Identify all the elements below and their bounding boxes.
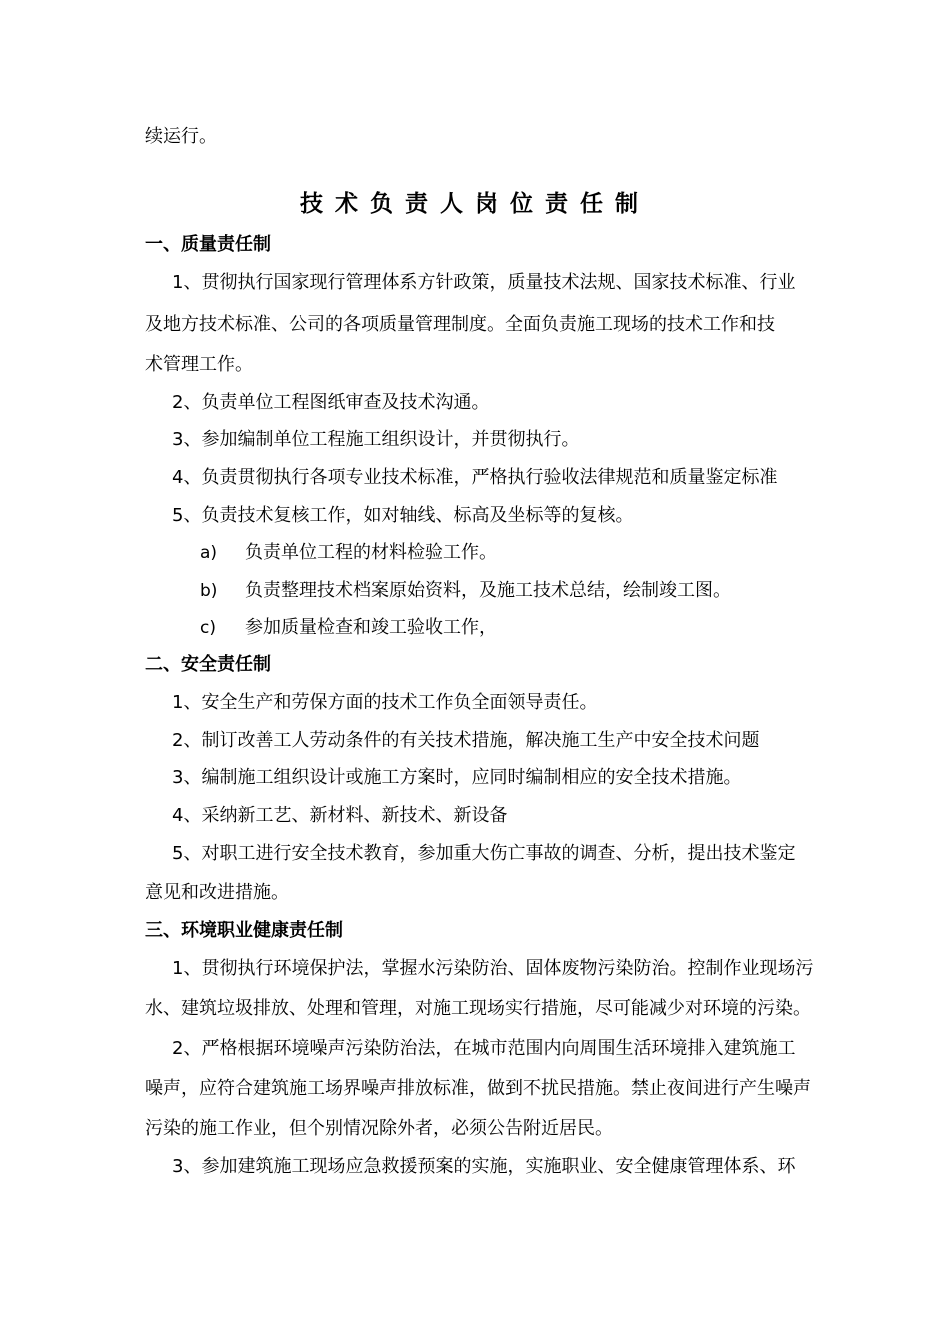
paragraph-line: 5、对职工进行安全技术教育，参加重大伤亡事故的调查、分析，提出技术鉴定 [172, 843, 796, 864]
document-title: 技术负责人岗位责任制 [300, 191, 650, 217]
sub-item-text: 参加质量检查和竣工验收工作， [245, 617, 497, 638]
list-item: 5、负责技术复核工作，如对轴线、标高及坐标等的复核。 [172, 505, 634, 526]
paragraph-line: 意见和改进措施。 [145, 882, 289, 903]
section-heading-quality: 一、质量责任制 [145, 234, 271, 255]
list-item: 1、安全生产和劳保方面的技术工作负全面领导责任。 [172, 692, 598, 713]
paragraph-line: 噪声，应符合建筑施工场界噪声排放标准，做到不扰民措施。禁止夜间进行产生噪声 [145, 1078, 811, 1099]
paragraph-line: 1、贯彻执行国家现行管理体系方针政策，质量技术法规、国家技术标准、行业 [172, 272, 796, 293]
list-item: 4、负责贯彻执行各项专业技术标准，严格执行验收法律规范和质量鉴定标准 [172, 467, 778, 488]
paragraph-line: 1、贯彻执行环境保护法，掌握水污染防治、固体废物污染防治。控制作业现场污 [172, 958, 814, 979]
sub-item-text: 负责单位工程的材料检验工作。 [245, 542, 497, 563]
sub-item-text: 负责整理技术档案原始资料，及施工技术总结，绘制竣工图。 [245, 580, 731, 601]
list-item: 3、参加编制单位工程施工组织设计，并贯彻执行。 [172, 429, 580, 450]
list-item: 2、负责单位工程图纸审查及技术沟通。 [172, 392, 490, 413]
paragraph-line: 水、建筑垃圾排放、处理和管理，对施工现场实行措施，尽可能减少对环境的污染。 [145, 998, 811, 1019]
continuation-text: 续运行。 [145, 126, 217, 147]
paragraph-line: 及地方技术标准、公司的各项质量管理制度。全面负责施工现场的技术工作和技 [145, 314, 775, 335]
list-item: 3、编制施工组织设计或施工方案时，应同时编制相应的安全技术措施。 [172, 767, 742, 788]
paragraph-line: 污染的施工作业，但个别情况除外者，必须公告附近居民。 [145, 1118, 613, 1139]
sub-item-label: b) [200, 581, 218, 601]
list-item: 2、制订改善工人劳动条件的有关技术措施，解决施工生产中安全技术问题 [172, 730, 760, 751]
sub-item-label: a) [200, 543, 218, 563]
section-heading-environment: 三、环境职业健康责任制 [145, 920, 343, 941]
section-heading-safety: 二、安全责任制 [145, 654, 271, 675]
sub-item-label: c) [200, 618, 216, 638]
paragraph-line: 3、参加建筑施工现场应急救援预案的实施，实施职业、安全健康管理体系、环 [172, 1156, 796, 1177]
list-item: 4、采纳新工艺、新材料、新技术、新设备 [172, 805, 508, 826]
paragraph-line: 2、严格根据环境噪声污染防治法，在城市范围内向周围生活环境排入建筑施工 [172, 1038, 796, 1059]
paragraph-line: 术管理工作。 [145, 354, 253, 375]
